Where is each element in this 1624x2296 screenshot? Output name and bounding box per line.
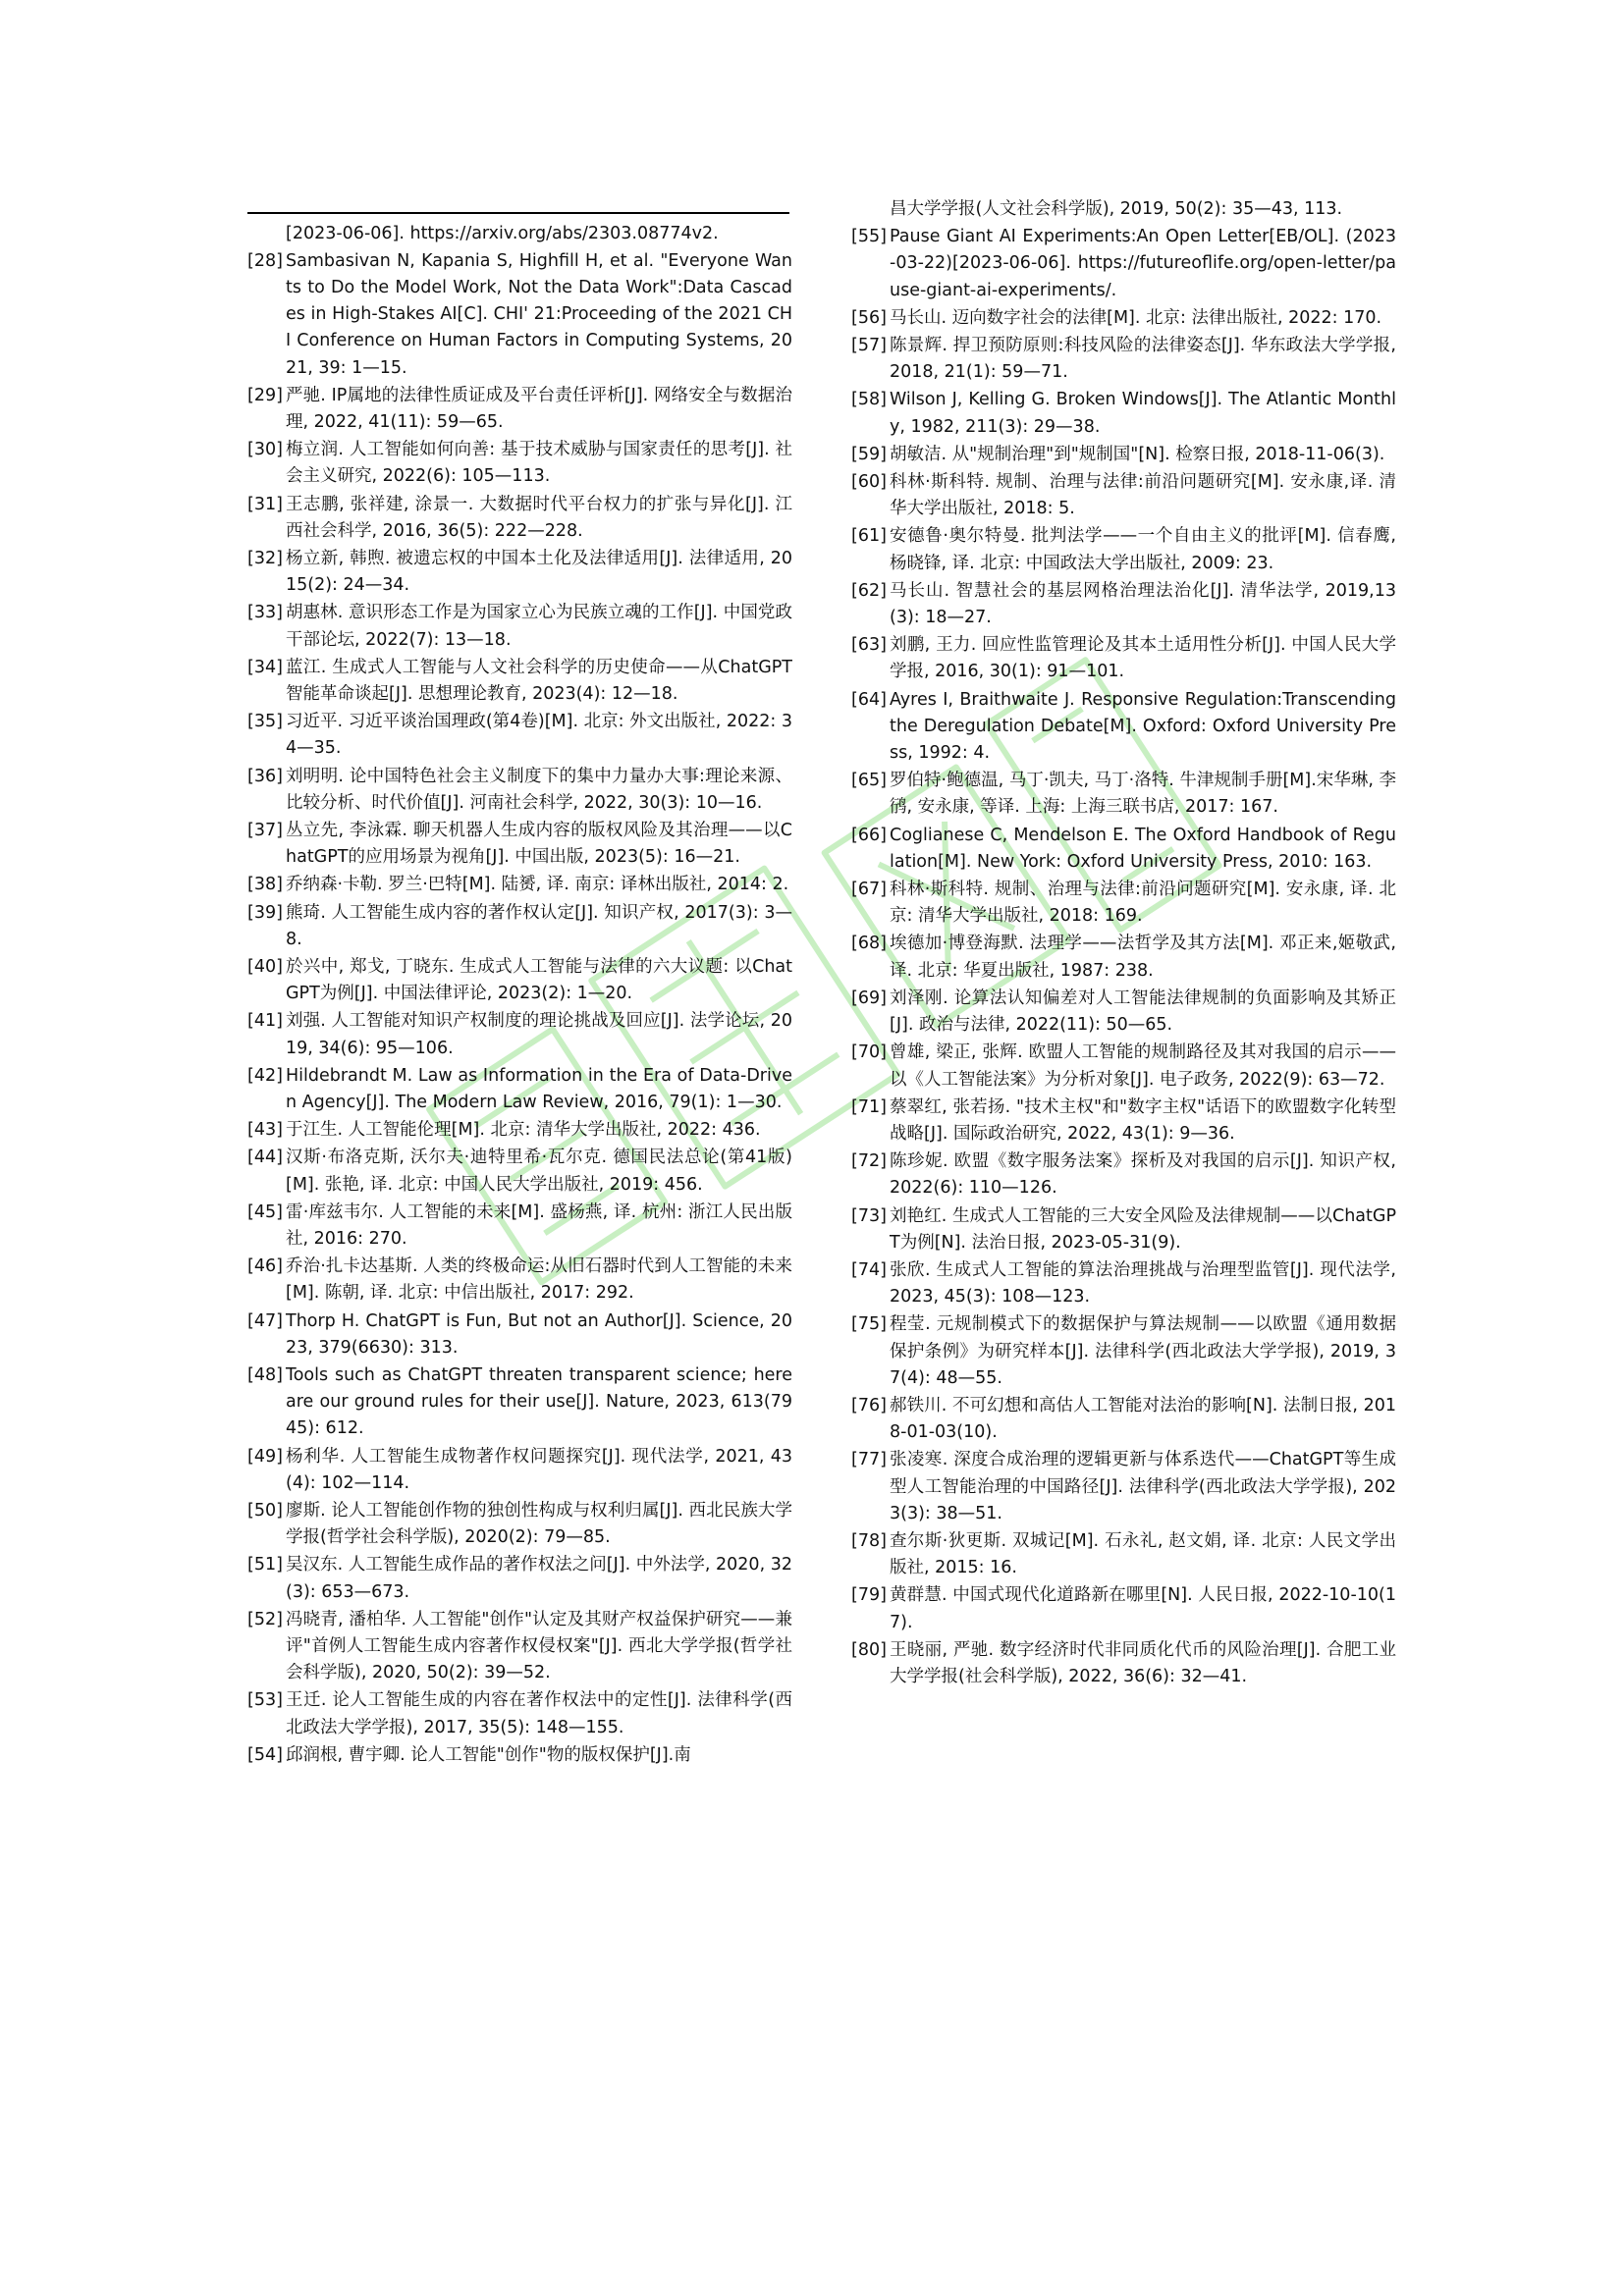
reference-text: 汉斯·布洛克斯, 沃尔夫·迪特里希·瓦尔克. 德国民法总论(第41版)[M]. 张艳, 译. 北京: 中国人民大学出版社, 2019: 456. (286, 1148, 792, 1195)
reference-list-left (247, 221, 792, 1770)
right-column (851, 196, 1396, 1691)
reference-text: 曾雄, 梁正, 张辉. 欧盟人工智能的规制路径及其对我国的启示——以《人工智能法案》为分析对象[J]. 电子政务, 2022(9): 63—72. (890, 1042, 1396, 1090)
reference-number: [71] (851, 1096, 887, 1117)
reference-entry (247, 546, 792, 599)
reference-number: [37] (247, 820, 283, 840)
reference-entry (851, 1582, 1396, 1635)
reference-entry (851, 1040, 1396, 1093)
reference-number: [65] (851, 771, 887, 791)
reference-entry (247, 383, 792, 436)
reference-number: [66] (851, 825, 887, 845)
reference-entry (247, 1008, 792, 1061)
reference-entry (247, 1444, 792, 1497)
reference-entry (851, 823, 1396, 876)
reference-text: Thorp H. ChatGPT is Fun, But not an Author[J]. Science, 2023, 379(6630): 313. (286, 1310, 792, 1358)
footnote-rule (247, 212, 789, 214)
reference-text: 乔纳森·卡勒. 罗兰·巴特[M]. 陆赟, 译. 南京: 译林出版社, 2014: 2. (286, 875, 789, 895)
reference-entry (851, 687, 1396, 768)
reference-text: Coglianese C, Mendelson E. The Oxford Handbook of Regulation[M]. New York: Oxford University Press, 2010: 163. (890, 825, 1396, 872)
reference-entry (247, 1687, 792, 1740)
reference-entry (247, 900, 792, 953)
reference-text: 马长山. 智慧社会的基层网格治理法治化[J]. 清华法学, 2019,13(3): 18—27. (890, 580, 1396, 628)
reference-number: [74] (851, 1259, 887, 1280)
reference-text: 杨立新, 韩煦. 被遗忘权的中国本土化及法律适用[J]. 法律适用, 2015(2): 24—34. (286, 548, 792, 596)
reference-number: [70] (851, 1042, 887, 1063)
reference-text: 刘强. 人工智能对知识产权制度的理论挑战及回应[J]. 法学论坛, 2019, 34(6): 95—106. (286, 1011, 792, 1058)
reference-number: [53] (247, 1690, 283, 1711)
reference-entry (247, 221, 792, 247)
reference-text: 蓝江. 生成式人工智能与人文社会科学的历史使命——从ChatGPT智能革命谈起[J]. 思想理论教育, 2023(4): 12—18. (286, 657, 792, 704)
reference-number: [47] (247, 1310, 283, 1331)
reference-number: [46] (247, 1256, 283, 1277)
reference-text: 刘泽刚. 论算法认知偏差对人工智能法律规制的负面影响及其矫正[J]. 政治与法律, 2022(11): 50—65. (890, 988, 1396, 1036)
reference-entry (247, 1254, 792, 1307)
reference-entry (247, 1498, 792, 1551)
reference-text: 王晓丽, 严驰. 数字经济时代非同质化代币的风险治理[J]. 合肥工业大学学报(社会科学版), 2022, 36(6): 32—41. (890, 1639, 1396, 1686)
reference-number: [58] (851, 390, 887, 410)
reference-entry (851, 305, 1396, 332)
reference-entry (247, 1200, 792, 1253)
reference-text: 查尔斯·狄更斯. 双城记[M]. 石永礼, 赵文娟, 译. 北京: 人民文学出版社, 2015: 16. (890, 1530, 1396, 1578)
reference-text: 刘艳红. 生成式人工智能的三大安全风险及法律规制——以ChatGPT为例[N]. 法治日报, 2023-05-31(9). (890, 1205, 1396, 1253)
reference-entry (247, 818, 792, 871)
reference-entry (247, 655, 792, 708)
reference-number: [41] (247, 1011, 283, 1032)
reference-entry (851, 1447, 1396, 1527)
reference-entry (247, 709, 792, 762)
reference-text: Wilson J, Kelling G. Broken Windows[J]. The Atlantic Monthly, 1982, 211(3): 29—38. (890, 390, 1396, 437)
reference-entry (851, 469, 1396, 522)
reference-number: [72] (851, 1151, 887, 1172)
reference-number: [42] (247, 1065, 283, 1086)
reference-entry (247, 1308, 792, 1362)
reference-text: 马长山. 迈向数字社会的法律[M]. 北京: 法律出版社, 2022: 170. (890, 307, 1382, 328)
reference-number: [35] (247, 712, 283, 732)
reference-text: Tools such as ChatGPT threaten transparent science; here are our ground rules for their use[J]. Nature, 2023, 613(7945): 612. (286, 1365, 792, 1439)
reference-entry (247, 248, 792, 382)
reference-entry (247, 872, 792, 898)
reference-number: [67] (851, 880, 887, 900)
reference-number: [34] (247, 657, 283, 677)
reference-text: 廖斯. 论人工智能创作物的独创性构成与权利归属[J]. 西北民族大学学报(哲学社会科学版), 2020(2): 79—85. (286, 1501, 792, 1548)
reference-text: Pause Giant AI Experiments:An Open Letter[EB/OL]. (2023-03-22)[2023-06-06]. https://futureoflife.org/open-letter/pause-giant-ai-experiments/. (890, 227, 1396, 300)
reference-entry (247, 954, 792, 1007)
reference-text: 科林·斯科特. 规制、治理与法律:前沿问题研究[M]. 安永康,译. 清华大学出版社, 2018: 5. (890, 472, 1396, 519)
reference-entry (851, 1311, 1396, 1392)
reference-number: [79] (851, 1585, 887, 1606)
reference-entry (851, 442, 1396, 468)
reference-text: [2023-06-06]. https://arxiv.org/abs/2303.08774v2. (286, 223, 719, 243)
reference-number: [77] (851, 1450, 887, 1470)
reference-number: [69] (851, 988, 887, 1008)
reference-entry (851, 632, 1396, 685)
reference-number: [60] (851, 472, 887, 493)
reference-number: [29] (247, 385, 283, 405)
reference-entry (851, 1257, 1396, 1310)
reference-number: [28] (247, 250, 283, 271)
reference-text: 刘明明. 论中国特色社会主义制度下的集中力量办大事:理论来源、比较分析、时代价值[J]. 河南社会科学, 2022, 30(3): 10—16. (286, 766, 792, 813)
reference-entry (851, 523, 1396, 576)
reference-text: 习近平. 习近平谈治国理政(第4卷)[M]. 北京: 外文出版社, 2022: 34—35. (286, 712, 792, 759)
reference-entry (851, 1528, 1396, 1581)
reference-entry (247, 492, 792, 545)
reference-text: 陈珍妮. 欧盟《数字服务法案》探析及对我国的启示[J]. 知识产权, 2022(6): 110—126. (890, 1151, 1396, 1199)
reference-text: 胡惠林. 意识形态工作是为国家立心为民族立魂的工作[J]. 中国党政干部论坛, 2022(7): 13—18. (286, 603, 792, 650)
reference-number: [31] (247, 494, 283, 514)
reference-text: 程莹. 元规制模式下的数据保护与算法规制——以欧盟《通用数据保护条例》为研究样本[J]. 法律科学(西北政法大学学报), 2019, 37(4): 48—55. (890, 1314, 1396, 1388)
reference-number: [40] (247, 956, 283, 977)
reference-number: [75] (851, 1314, 887, 1335)
reference-number: [45] (247, 1201, 283, 1222)
reference-text: 於兴中, 郑戈, 丁晓东. 生成式人工智能与法律的六大议题: 以ChatGPT为例[J]. 中国法律评论, 2023(2): 1—20. (286, 956, 792, 1004)
reference-text: 雷·库兹韦尔. 人工智能的未来[M]. 盛杨燕, 译. 杭州: 浙江人民出版社, 2016: 270. (286, 1201, 792, 1250)
reference-text: 蔡翠红, 张若扬. "技术主权"和"数字主权"话语下的欧盟数字化转型战略[J]. 国际政治研究, 2022, 43(1): 9—36. (890, 1096, 1396, 1144)
reference-text: 科林·斯科特. 规制、治理与法律:前沿问题研究[M]. 安永康, 译. 北京: 清华大学出版社, 2018: 169. (890, 880, 1396, 927)
reference-number: [38] (247, 875, 283, 895)
reference-text: 王迁. 论人工智能生成的内容在著作权法中的定性[J]. 法律科学(西北政法大学学报), 2017, 35(5): 148—155. (286, 1690, 792, 1737)
reference-text: 胡敏洁. 从"规制治理"到"规制国"[N]. 检察日报, 2018-11-06(3). (890, 444, 1385, 464)
reference-number: [62] (851, 580, 887, 601)
reference-text: 安德鲁·奥尔特曼. 批判法学——一个自由主义的批评[M]. 信春鹰, 杨晓锋, 译. 北京: 中国政法大学出版社, 2009: 23. (890, 526, 1396, 573)
reference-number: [48] (247, 1365, 283, 1386)
reference-text: 冯晓青, 潘柏华. 人工智能"创作"认定及其财产权益保护研究——兼评"首例人工智能生成内容著作权侵权案"[J]. 西北大学学报(哲学社会科学版), 2020, 50(2): 39—52. (286, 1609, 792, 1683)
reference-text: 吴汉东. 人工智能生成作品的著作权法之问[J]. 中外法学, 2020, 32(3): 653—673. (286, 1555, 792, 1602)
reference-number: [61] (851, 526, 887, 547)
reference-text: 于江生. 人工智能伦理[M]. 北京: 清华大学出版社, 2022: 436. (286, 1120, 761, 1141)
reference-list-right (851, 196, 1396, 1690)
reference-number: [64] (851, 689, 887, 710)
reference-text: 乔治·扎卡达基斯. 人类的终极命运:从旧石器时代到人工智能的未来[M]. 陈朝, 译. 北京: 中信出版社, 2017: 292. (286, 1256, 792, 1304)
reference-entry (247, 1607, 792, 1687)
reference-number: [33] (247, 603, 283, 623)
reference-entry (247, 1552, 792, 1605)
reference-entry (851, 1095, 1396, 1148)
reference-number: [43] (247, 1120, 283, 1141)
reference-text: 昌大学学报(人文社会科学版), 2019, 50(2): 35—43, 113. (890, 199, 1343, 219)
reference-text: 熊琦. 人工智能生成内容的著作权认定[J]. 知识产权, 2017(3): 3—8. (286, 902, 792, 949)
reference-text: 严驰. IP属地的法律性质证成及平台责任评析[J]. 网络安全与数据治理, 2022, 41(11): 59—65. (286, 385, 792, 432)
reference-text: 王志鹏, 张祥建, 涂景一. 大数据时代平台权力的扩张与异化[J]. 江西社会科学, 2016, 36(5): 222—228. (286, 494, 792, 541)
reference-entry (851, 224, 1396, 304)
reference-number: [73] (851, 1205, 887, 1226)
reference-number: [39] (247, 902, 283, 923)
reference-entry (851, 387, 1396, 440)
reference-entry (851, 986, 1396, 1039)
reference-text: Ayres I, Braithwaite J. Responsive Regulation:Transcending the Deregulation Debate[M]. Oxford: Oxford University Press, 1992: 4. (890, 689, 1396, 764)
reference-number: [68] (851, 934, 887, 954)
reference-number: [80] (851, 1639, 887, 1660)
reference-number: [56] (851, 307, 887, 328)
reference-text: 邱润根, 曹宇卿. 论人工智能"创作"物的版权保护[J].南 (286, 1744, 691, 1765)
reference-text: 罗伯特·鲍德温, 马丁·凯夫, 马丁·洛特. 牛津规制手册[M].宋华琳, 李鸻, 安永康, 等译. 上海: 上海三联书店, 2017: 167. (890, 771, 1396, 818)
reference-entry (851, 333, 1396, 386)
reference-entry (851, 931, 1396, 984)
reference-entry (247, 764, 792, 817)
reference-entry (851, 578, 1396, 631)
left-column (247, 212, 792, 1770)
reference-entry (247, 1145, 792, 1198)
reference-entry (851, 1148, 1396, 1201)
reference-entry (851, 768, 1396, 821)
reference-number: [54] (247, 1744, 283, 1765)
reference-text: 张凌寒. 深度合成治理的逻辑更新与体系迭代——ChatGPT等生成型人工智能治理的中国路径[J]. 法律科学(西北政法大学学报), 2023(3): 38—51. (890, 1450, 1396, 1523)
reference-text: 郝铁川. 不可幻想和高估人工智能对法治的影响[N]. 法制日报, 2018-01-03(10). (890, 1395, 1396, 1443)
reference-number: [32] (247, 548, 283, 568)
reference-text: 埃德加·博登海默. 法理学——法哲学及其方法[M]. 邓正来,姬敬武, 译. 北京: 华夏出版社, 1987: 238. (890, 934, 1396, 981)
reference-number: [57] (851, 336, 887, 356)
reference-number: [76] (851, 1395, 887, 1415)
reference-entry (851, 1203, 1396, 1256)
reference-text: 陈景辉. 捍卫预防原则:科技风险的法律姿态[J]. 华东政法大学学报, 2018, 21(1): 59—71. (890, 336, 1396, 383)
reference-text: 梅立润. 人工智能如何向善: 基于技术威胁与国家责任的思考[J]. 社会主义研究, 2022(6): 105—113. (286, 440, 792, 487)
reference-entry (851, 1393, 1396, 1446)
reference-number: [49] (247, 1446, 283, 1467)
reference-text: Hildebrandt M. Law as Information in the Era of Data-Driven Agency[J]. The Modern Law Review, 2016, 79(1): 1—30. (286, 1065, 792, 1112)
reference-number: [55] (851, 227, 887, 247)
reference-entry (851, 196, 1396, 223)
reference-text: 张欣. 生成式人工智能的算法治理挑战与治理型监管[J]. 现代法学, 2023, 45(3): 108—123. (890, 1259, 1396, 1308)
reference-text: 丛立先, 李泳霖. 聊天机器人生成内容的版权风险及其治理——以ChatGPT的应用场景为视角[J]. 中国出版, 2023(5): 16—21. (286, 820, 792, 868)
reference-entry (851, 877, 1396, 930)
reference-number: [78] (851, 1530, 887, 1551)
reference-entry (247, 1362, 792, 1443)
reference-entry (247, 1063, 792, 1116)
reference-number: [50] (247, 1501, 283, 1522)
reference-entry (247, 600, 792, 653)
reference-text: 刘鹏, 王力. 回应性监管理论及其本土适用性分析[J]. 中国人民大学学报, 2016, 30(1): 91—101. (890, 635, 1396, 682)
reference-number: [30] (247, 440, 283, 460)
reference-entry (247, 1117, 792, 1144)
reference-number: [63] (851, 635, 887, 656)
reference-text: Sambasivan N, Kapania S, Highfill H, et al. "Everyone Wants to Do the Model Work, Not the Data Work":Data Cascades in High-Stakes AI[C]. CHI' 21:Proceeding of the 2021 CHI Conference on Human Factors in Computing Systems, 2021, 39: 1—15. (286, 250, 792, 378)
reference-entry (247, 1742, 792, 1769)
reference-number: [59] (851, 444, 887, 464)
reference-number: [52] (247, 1609, 283, 1629)
reference-entry (247, 437, 792, 490)
reference-entry (851, 1637, 1396, 1690)
reference-number: [44] (247, 1148, 283, 1168)
reference-text: 黄群慧. 中国式现代化道路新在哪里[N]. 人民日报, 2022-10-10(17). (890, 1585, 1396, 1632)
reference-number: [36] (247, 766, 283, 786)
reference-number: [51] (247, 1555, 283, 1575)
reference-text: 杨利华. 人工智能生成物著作权问题探究[J]. 现代法学, 2021, 43(4): 102—114. (286, 1446, 792, 1493)
